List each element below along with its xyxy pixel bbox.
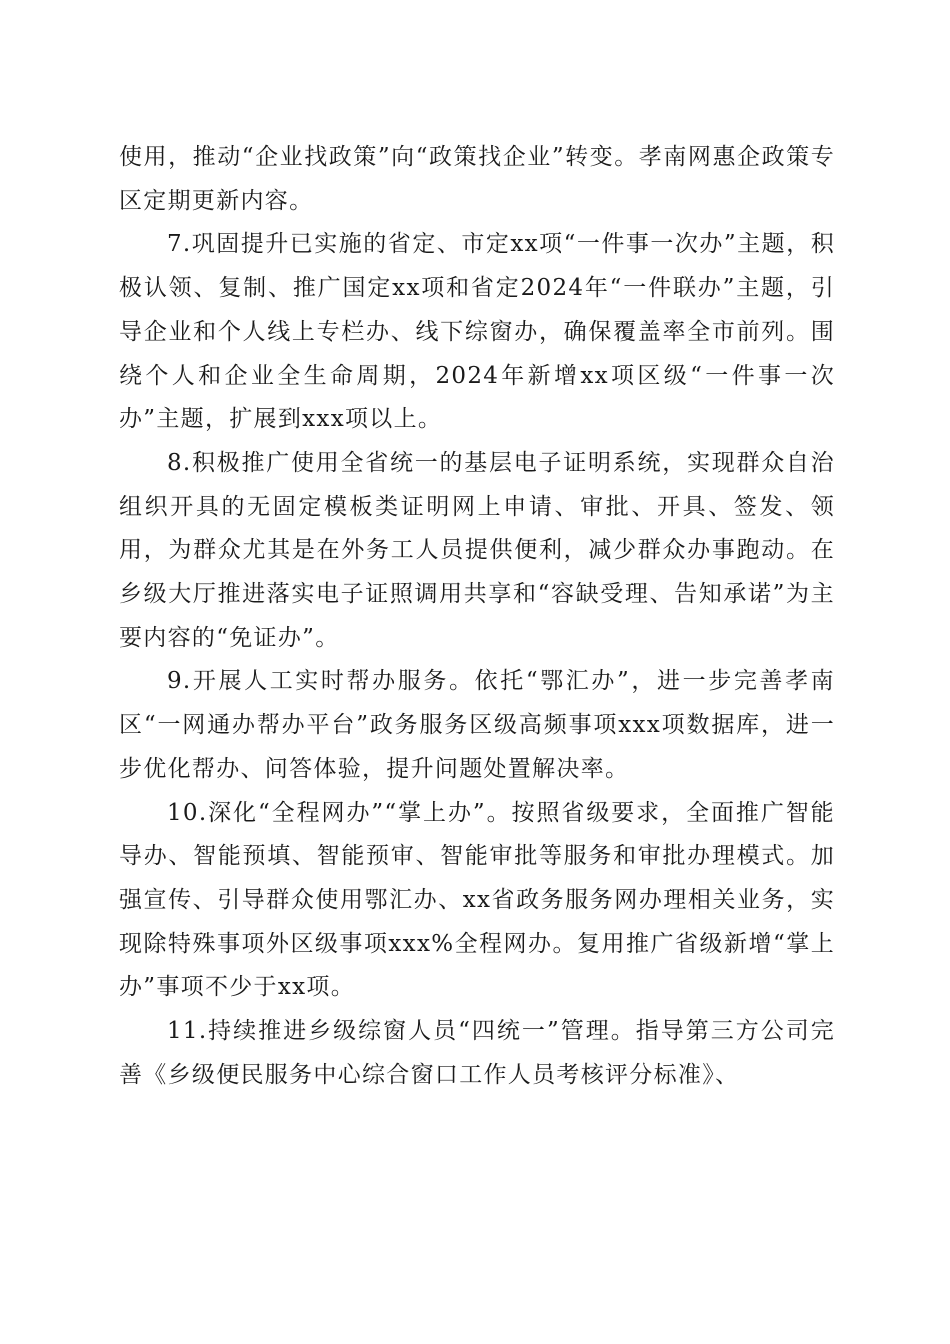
paragraph-item-7: 7.巩固提升已实施的省定、市定xx项“一件事一次办”主题，积极认领、复制、推广国定xx项和省定2024年“一件联办”主题，引导企业和个人线上专栏办、线下综窗办，确保覆盖率全市前列。围绕个人和企业全生命周期，2024年新增xx项区级“一件事一次办”主题，扩展到xxx项以上。: [119, 231, 835, 433]
paragraph-item-11: 11.持续推进乡级综窗人员“四统一”管理。指导第三方公司完善《乡级便民服务中心综合窗口工作人员考核评分标准》、: [119, 1018, 835, 1088]
document-body: [119, 136, 835, 1097]
paragraph-item-9: 9.开展人工实时帮办服务。依托“鄂汇办”，进一步完善孝南区“一网通办帮办平台”政务服务区级高频事项xxx项数据库，进一步优化帮办、问答体验，提升问题处置解决率。: [119, 668, 835, 782]
paragraph-item-8: 8.积极推广使用全省统一的基层电子证明系统，实现群众自治组织开具的无固定模板类证明网上申请、审批、开具、签发、领用，为群众尤其是在外务工人员提供便利，减少群众办事跑动。在乡级大厅推进落实电子证照调用共享和“容缺受理、告知承诺”为主要内容的“免证办”。: [119, 449, 835, 651]
paragraph-item-10: 10.深化“全程网办”“掌上办”。按照省级要求，全面推广智能导办、智能预填、智能预审、智能审批等服务和审批办理模式。加强宣传、引导群众使用鄂汇办、xx省政务服务网办理相关业务，实现除特殊事项外区级事项xxx%全程网办。复用推广省级新增“掌上办”事项不少于xx项。: [119, 799, 835, 1001]
paragraph-continuation: 使用，推动“企业找政策”向“政策找企业”转变。孝南网惠企政策专区定期更新内容。: [119, 144, 835, 214]
